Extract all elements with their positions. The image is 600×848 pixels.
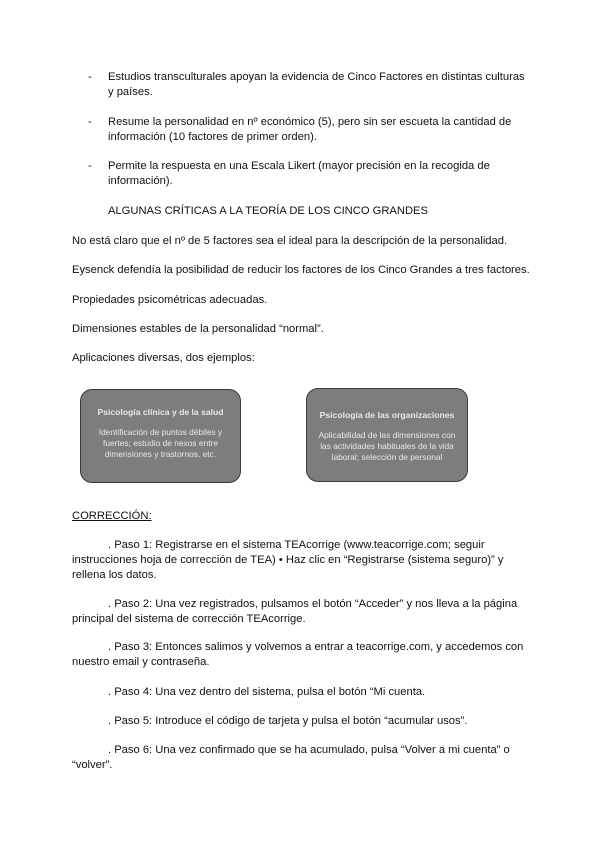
paragraph: No está claro que el nº de 5 factores sea el ideal para la descripción de la personalidad. (72, 235, 508, 247)
step-paragraph: . Paso 6: Una vez confirmado que se ha acumulado, pulsa “Volver a mi cuenta” o “volver”. (72, 744, 510, 771)
bullet-marker: - (88, 116, 92, 128)
paragraph: Propiedades psicométricas adecuadas. (72, 294, 268, 306)
step-paragraph: . Paso 2: Una vez registrados, pulsamos el botón “Acceder” y nos lleva a la página principal del sistema de corrección TEAcorrige. (72, 598, 518, 625)
correccion-heading: CORRECCIÓN: (72, 510, 152, 522)
bullet-marker: - (88, 160, 92, 172)
bullet-text: Estudios transculturales apoyan la evidencia de Cinco Factores en distintas culturas y países. (108, 71, 525, 98)
paragraph: Aplicaciones diversas, dos ejemplos: (72, 352, 255, 364)
box-body: Identificación de puntos débiles y fuertes; estudio de nexos entre dimensiones y trastornos, etc. (98, 427, 223, 459)
example-box-clinica (80, 389, 241, 483)
bullet-marker: - (88, 71, 92, 83)
box-title: Psicología clínica y de la salud (97, 407, 224, 417)
criticas-heading: ALGUNAS CRÍTICAS A LA TEORÍA DE LOS CINCO GRANDES (108, 205, 428, 217)
paragraph: Eysenck defendía la posibilidad de reducir los factores de los Cinco Grandes a tres factores. (72, 264, 530, 276)
example-box-organizaciones (306, 388, 468, 482)
paragraph: Dimensiones estables de la personalidad “normal”. (72, 323, 324, 335)
box-body: Aplicabilidad de las dimensiones con las actividades habituales de la vida laboral; selección de personal (318, 430, 456, 462)
step-paragraph: . Paso 1: Registrarse en el sistema TEAcorrige (www.teacorrige.com; seguir instrucciones hoja de corrección de TEA) • Haz clic en “Registrarse (sistema seguro)” y rellena los datos. (72, 539, 504, 581)
bullet-text: Permite la respuesta en una Escala Likert (mayor precisión en la recogida de información). (108, 160, 490, 187)
step-paragraph: . Paso 4: Una vez dentro del sistema, pulsa el botón “Mi cuenta. (108, 686, 426, 698)
box-title: Psicología de las organizaciones (319, 410, 455, 420)
bullet-text: Resume la personalidad en nº económico (5), pero sin ser escueta la cantidad de información (10 factores de primer orden). (108, 116, 512, 143)
step-paragraph: . Paso 3: Entonces salimos y volvemos a entrar a teacorrige.com, y accedemos con nuestro email y contraseña. (72, 641, 524, 668)
step-paragraph: . Paso 5: Introduce el código de tarjeta y pulsa el botón “acumular usos”. (108, 715, 468, 727)
